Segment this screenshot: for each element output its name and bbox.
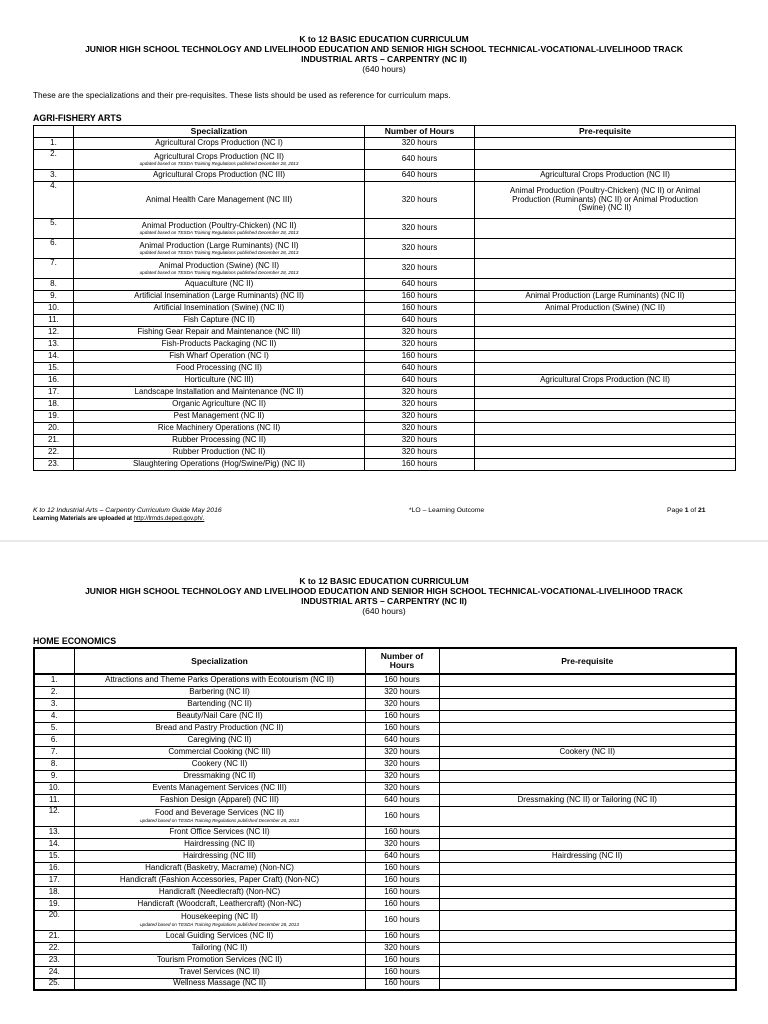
prerequisite-cell: [439, 910, 736, 930]
hours-cell: 160 hours: [365, 862, 439, 874]
specialization-cell: Bread and Pastry Production (NC II): [74, 722, 365, 734]
prerequisite-cell: [475, 459, 736, 471]
table-row: [34, 279, 736, 291]
prerequisite-cell: Agricultural Crops Production (NC II): [475, 170, 736, 182]
hours-cell: 320 hours: [365, 698, 439, 710]
hours-cell: 160 hours: [365, 930, 439, 942]
row-number: 14.: [34, 838, 74, 850]
row-number: 9.: [34, 291, 74, 303]
agri-table: [33, 125, 736, 471]
table-row: [34, 363, 736, 375]
row-number: 2.: [34, 686, 74, 698]
header-line-1: K to 12 BASIC EDUCATION CURRICULUM: [299, 34, 469, 44]
hours-cell: 320 hours: [365, 399, 475, 411]
hours-cell: 320 hours: [365, 435, 475, 447]
header-line-3: INDUSTRIAL ARTS – CARPENTRY (NC II): [301, 596, 467, 606]
hours-cell: 320 hours: [365, 411, 475, 423]
row-number: 8.: [34, 758, 74, 770]
prerequisite-cell: [475, 279, 736, 291]
hours-cell: 160 hours: [365, 806, 439, 826]
specialization-name: Animal Production (Large Ruminants) (NC II): [139, 240, 299, 250]
hours-cell: 320 hours: [365, 686, 439, 698]
hours-cell: 160 hours: [365, 874, 439, 886]
specialization-name: Animal Production (Swine) (NC II): [158, 260, 280, 270]
row-number: 18.: [34, 399, 74, 411]
hours-cell: 640 hours: [365, 170, 475, 182]
specialization-name: Food and Beverage Services (NC II): [155, 808, 284, 818]
column-header-hours: Number of Hours: [365, 126, 475, 138]
specialization-cell: Handicraft (Woodcraft, Leathercraft) (Non-NC): [74, 898, 365, 910]
prerequisite-cell: [439, 886, 736, 898]
row-number: 24.: [34, 966, 74, 978]
column-header-prereq: Pre-requisite: [475, 126, 736, 138]
specialization-cell: Dressmaking (NC II): [74, 770, 365, 782]
table-row: [34, 942, 736, 954]
prerequisite-cell: [439, 930, 736, 942]
table-header-row: [34, 126, 736, 138]
row-number: 7.: [34, 259, 74, 279]
prerequisite-cell: [439, 806, 736, 826]
prerequisite-cell: [439, 770, 736, 782]
prerequisite-cell: [439, 710, 736, 722]
footer-left: [33, 506, 222, 524]
prerequisite-cell: [475, 387, 736, 399]
hours-cell: 320 hours: [365, 782, 439, 794]
hours-cell: 320 hours: [365, 138, 475, 150]
table-row: [34, 838, 736, 850]
prerequisite-cell: [439, 966, 736, 978]
specialization-name: Housekeeping (NC II): [181, 912, 258, 922]
table-row: [34, 219, 736, 239]
row-number: 10.: [34, 303, 74, 315]
prerequisite-cell: Cookery (NC II): [439, 746, 736, 758]
prerequisite-cell: [475, 423, 736, 435]
table-row: [34, 782, 736, 794]
row-number: 11.: [34, 315, 74, 327]
hours-cell: 160 hours: [365, 710, 439, 722]
document-header: [0, 34, 768, 74]
specialization-cell: Rubber Processing (NC II): [74, 435, 365, 447]
table-row: [34, 898, 736, 910]
prerequisite-cell: [475, 399, 736, 411]
specialization-cell: Handicraft (Fashion Accessories, Paper Craft) (Non-NC): [74, 874, 365, 886]
specialization-cell: Slaughtering Operations (Hog/Swine/Pig) (NC II): [74, 459, 365, 471]
prerequisite-cell: [475, 447, 736, 459]
specialization-cell: Artificial Insemination (Large Ruminants) (NC II): [74, 291, 365, 303]
specialization-cell: Rubber Production (NC II): [74, 447, 365, 459]
table-row: [34, 698, 736, 710]
column-header-spec: Specialization: [74, 648, 365, 674]
specialization-cell: Handicraft (Needlecraft) (Non-NC): [74, 886, 365, 898]
specialization-cell: Hairdressing (NC III): [74, 850, 365, 862]
tesda-update-note: updated based on TESDA Training Regulations published December 28, 2013: [140, 921, 299, 927]
specialization-cell: Fish Capture (NC II): [74, 315, 365, 327]
specialization-cell: Events Management Services (NC III): [74, 782, 365, 794]
specialization-cell: Front Office Services (NC II): [74, 826, 365, 838]
row-number: 9.: [34, 770, 74, 782]
table-row: [34, 794, 736, 806]
hours-cell: 320 hours: [365, 746, 439, 758]
specialization-cell: Bartending (NC II): [74, 698, 365, 710]
row-number: 21.: [34, 435, 74, 447]
prerequisite-cell: Animal Production (Large Ruminants) (NC II): [475, 291, 736, 303]
row-number: 6.: [34, 239, 74, 259]
table-row: [34, 423, 736, 435]
prerequisite-cell: Hairdressing (NC II): [439, 850, 736, 862]
hours-cell: 160 hours: [365, 291, 475, 303]
table-row: [34, 734, 736, 746]
row-number: 3.: [34, 698, 74, 710]
row-number: 7.: [34, 746, 74, 758]
prerequisite-cell: [439, 826, 736, 838]
specialization-cell: [74, 910, 365, 930]
specialization-cell: Animal Health Care Management (NC III): [74, 182, 365, 219]
prerequisite-cell: [439, 722, 736, 734]
tesda-update-note: updated based on TESDA Training Regulations published December 28, 2013: [140, 817, 299, 823]
table-row: [34, 874, 736, 886]
specialization-cell: Pest Management (NC II): [74, 411, 365, 423]
row-number: 6.: [34, 734, 74, 746]
hours-cell: 160 hours: [365, 898, 439, 910]
hours-cell: 160 hours: [365, 954, 439, 966]
table-row: [34, 710, 736, 722]
specialization-cell: Fishing Gear Repair and Maintenance (NC III): [74, 327, 365, 339]
table-row: [34, 978, 736, 990]
table-row: [34, 150, 736, 170]
row-number: 8.: [34, 279, 74, 291]
table-row: [34, 435, 736, 447]
prerequisite-cell: [439, 862, 736, 874]
hours-cell: 320 hours: [365, 339, 475, 351]
prerequisite-cell: [475, 138, 736, 150]
specialization-cell: Travel Services (NC II): [74, 966, 365, 978]
row-number: 4.: [34, 710, 74, 722]
table-row: [34, 259, 736, 279]
specialization-cell: Handicraft (Basketry, Macrame) (Non-NC): [74, 862, 365, 874]
specialization-cell: Wellness Massage (NC II): [74, 978, 365, 990]
hours-cell: 320 hours: [365, 219, 475, 239]
hours-cell: 320 hours: [365, 770, 439, 782]
tesda-update-note: updated based on TESDA Training Regulations published December 28, 2013: [139, 270, 299, 276]
specialization-cell: Agricultural Crops Production (NC III): [74, 170, 365, 182]
prerequisite-cell: [475, 339, 736, 351]
prerequisite-cell: [439, 874, 736, 886]
tesda-update-note: updated based on TESDA Training Regulations published December 28, 2013: [139, 230, 299, 236]
hours-cell: 320 hours: [365, 838, 439, 850]
specialization-cell: Tourism Promotion Services (NC II): [74, 954, 365, 966]
hours-cell: 160 hours: [365, 886, 439, 898]
prerequisite-cell: [475, 239, 736, 259]
specialization-cell: Organic Agriculture (NC II): [74, 399, 365, 411]
specialization-cell: Fish-Products Packaging (NC II): [74, 339, 365, 351]
prerequisite-cell: [439, 954, 736, 966]
prerequisite-cell: [475, 315, 736, 327]
header-line-2: JUNIOR HIGH SCHOOL TECHNOLOGY AND LIVELIHOOD EDUCATION AND SENIOR HIGH SCHOOL TECHNICAL-VOCATIONAL-LIVELIHOOD TRACK: [85, 44, 683, 54]
table-row: [34, 447, 736, 459]
specialization-cell: Attractions and Theme Parks Operations with Ecotourism (NC II): [74, 674, 365, 686]
hours-cell: 160 hours: [365, 966, 439, 978]
row-number: 14.: [34, 351, 74, 363]
column-header-hours: Number of Hours: [365, 648, 439, 674]
lrmds-link[interactable]: http://lrmds.deped.gov.ph/.: [133, 516, 205, 522]
prerequisite-cell: [439, 758, 736, 770]
row-number: 15.: [34, 363, 74, 375]
hours-cell: 640 hours: [365, 375, 475, 387]
prerequisite-cell: [475, 363, 736, 375]
row-number: 22.: [34, 447, 74, 459]
table-row: [34, 411, 736, 423]
row-number: 15.: [34, 850, 74, 862]
row-number: 20.: [34, 423, 74, 435]
column-header-number: [34, 648, 74, 674]
column-header-prereq: Pre-requisite: [439, 648, 736, 674]
tesda-update-note: updated based on TESDA Training Regulations published December 28, 2013: [139, 250, 299, 256]
row-number: 5.: [34, 219, 74, 239]
hours-cell: 640 hours: [365, 734, 439, 746]
prerequisite-cell: [439, 782, 736, 794]
specialization-cell: [74, 219, 365, 239]
hours-cell: 160 hours: [365, 722, 439, 734]
row-number: 19.: [34, 898, 74, 910]
specialization-cell: Aquaculture (NC II): [74, 279, 365, 291]
hours-cell: 160 hours: [365, 826, 439, 838]
table-row: [34, 746, 736, 758]
hours-cell: 640 hours: [365, 150, 475, 170]
hours-cell: 320 hours: [365, 327, 475, 339]
prerequisite-cell: [439, 838, 736, 850]
header-line-4: (640 hours): [362, 64, 406, 74]
column-header-number: [34, 126, 74, 138]
table-row: [34, 351, 736, 363]
hours-cell: 160 hours: [365, 303, 475, 315]
row-number: 12.: [34, 806, 74, 826]
table-row: [34, 886, 736, 898]
row-number: 17.: [34, 387, 74, 399]
hours-cell: 320 hours: [365, 259, 475, 279]
hours-cell: 640 hours: [365, 850, 439, 862]
tesda-update-note: updated based on TESDA Training Regulations published December 28, 2013: [139, 161, 299, 167]
row-number: 25.: [34, 978, 74, 990]
row-number: 16.: [34, 862, 74, 874]
header-line-3: INDUSTRIAL ARTS – CARPENTRY (NC II): [301, 54, 467, 64]
row-number: 10.: [34, 782, 74, 794]
table-row: [34, 806, 736, 826]
table-row: [34, 170, 736, 182]
table-row: [34, 239, 736, 259]
specialization-cell: Horticulture (NC III): [74, 375, 365, 387]
hours-cell: 640 hours: [365, 363, 475, 375]
table-row: [34, 291, 736, 303]
specialization-name: Agricultural Crops Production (NC II): [154, 151, 284, 161]
table-row: [34, 686, 736, 698]
specialization-cell: Fashion Design (Apparel) (NC III): [74, 794, 365, 806]
row-number: 11.: [34, 794, 74, 806]
specialization-cell: Commercial Cooking (NC III): [74, 746, 365, 758]
row-number: 1.: [34, 674, 74, 686]
table-row: [34, 722, 736, 734]
row-number: 3.: [34, 170, 74, 182]
specialization-cell: Fish Wharf Operation (NC I): [74, 351, 365, 363]
specialization-cell: Local Guiding Services (NC II): [74, 930, 365, 942]
header-line-4: (640 hours): [362, 606, 406, 616]
row-number: 18.: [34, 886, 74, 898]
prerequisite-cell: [475, 259, 736, 279]
column-header-spec: Specialization: [74, 126, 365, 138]
specialization-cell: Barbering (NC II): [74, 686, 365, 698]
section-title-home-ec: HOME ECONOMICS: [33, 636, 117, 646]
prerequisite-cell: [475, 411, 736, 423]
prerequisite-cell: [475, 219, 736, 239]
prerequisite-cell: Dressmaking (NC II) or Tailoring (NC II): [439, 794, 736, 806]
row-number: 16.: [34, 375, 74, 387]
specialization-cell: Hairdressing (NC II): [74, 838, 365, 850]
specialization-cell: [74, 806, 365, 826]
page-2: [0, 542, 768, 1024]
hours-cell: 320 hours: [365, 447, 475, 459]
row-number: 12.: [34, 327, 74, 339]
row-number: 4.: [34, 182, 74, 219]
table-row: [34, 862, 736, 874]
hours-cell: 320 hours: [365, 387, 475, 399]
specialization-cell: [74, 239, 365, 259]
row-number: 13.: [34, 339, 74, 351]
prerequisite-cell: Agricultural Crops Production (NC II): [475, 375, 736, 387]
hours-cell: 320 hours: [365, 239, 475, 259]
table-row: [34, 339, 736, 351]
table-row: [34, 327, 736, 339]
hours-cell: 640 hours: [365, 315, 475, 327]
prerequisite-cell: [439, 698, 736, 710]
row-number: 1.: [34, 138, 74, 150]
row-number: 5.: [34, 722, 74, 734]
specialization-cell: Beauty/Nail Care (NC II): [74, 710, 365, 722]
page-number: Page 1 of 21: [667, 507, 706, 514]
specialization-cell: Tailoring (NC II): [74, 942, 365, 954]
prerequisite-cell: [439, 686, 736, 698]
row-number: 20.: [34, 910, 74, 930]
hours-cell: 160 hours: [365, 351, 475, 363]
row-number: 23.: [34, 459, 74, 471]
row-number: 22.: [34, 942, 74, 954]
prerequisite-cell: [475, 327, 736, 339]
footer-guide-title: K to 12 Industrial Arts – Carpentry Curriculum Guide May 2016: [33, 507, 222, 514]
table-row: [34, 930, 736, 942]
table-row: [34, 399, 736, 411]
prerequisite-cell: [439, 674, 736, 686]
table-row: [34, 315, 736, 327]
table-row: [34, 770, 736, 782]
row-number: 13.: [34, 826, 74, 838]
hours-cell: 160 hours: [365, 978, 439, 990]
hours-cell: 160 hours: [365, 674, 439, 686]
table-row: [34, 303, 736, 315]
hours-cell: 160 hours: [365, 910, 439, 930]
row-number: 21.: [34, 930, 74, 942]
hours-cell: 640 hours: [365, 279, 475, 291]
table-header-row: [34, 648, 736, 674]
row-number: 23.: [34, 954, 74, 966]
table-row: [34, 966, 736, 978]
prerequisite-cell: [439, 734, 736, 746]
specialization-cell: Food Processing (NC II): [74, 363, 365, 375]
prerequisite-cell: [475, 150, 736, 170]
hours-cell: 320 hours: [365, 942, 439, 954]
row-number: 19.: [34, 411, 74, 423]
document-header-2: [0, 576, 768, 616]
table-row: [34, 182, 736, 219]
header-line-1: K to 12 BASIC EDUCATION CURRICULUM: [299, 576, 469, 586]
hours-cell: 160 hours: [365, 459, 475, 471]
prerequisite-cell: [439, 898, 736, 910]
row-number: 17.: [34, 874, 74, 886]
table-row: [34, 826, 736, 838]
table-row: [34, 674, 736, 686]
prerequisite-cell: [475, 435, 736, 447]
specialization-name: Animal Production (Poultry-Chicken) (NC II): [141, 220, 297, 230]
table-row: [34, 138, 736, 150]
intro-text: These are the specializations and their pre-requisites. These lists should be used as reference for curriculum maps.: [33, 91, 451, 100]
prerequisite-cell: [439, 978, 736, 990]
specialization-cell: Artificial Insemination (Swine) (NC II): [74, 303, 365, 315]
specialization-cell: Agricultural Crops Production (NC I): [74, 138, 365, 150]
footer-lo-note: *LO – Learning Outcome: [409, 507, 485, 514]
specialization-cell: [74, 150, 365, 170]
specialization-cell: Caregiving (NC II): [74, 734, 365, 746]
hours-cell: 320 hours: [365, 182, 475, 219]
hours-cell: 320 hours: [365, 423, 475, 435]
table-row: [34, 375, 736, 387]
table-row: [34, 459, 736, 471]
prerequisite-cell: [475, 351, 736, 363]
hours-cell: 320 hours: [365, 758, 439, 770]
prerequisite-cell: Animal Production (Swine) (NC II): [475, 303, 736, 315]
table-row: [34, 954, 736, 966]
header-line-2: JUNIOR HIGH SCHOOL TECHNOLOGY AND LIVELIHOOD EDUCATION AND SENIOR HIGH SCHOOL TECHNICAL-VOCATIONAL-LIVELIHOOD TRACK: [85, 586, 683, 596]
table-row: [34, 910, 736, 930]
footer-upload-note: Learning Materials are uploaded at http://lrmds.deped.gov.ph/.: [33, 516, 205, 522]
specialization-cell: [74, 259, 365, 279]
table-row: [34, 758, 736, 770]
table-row: [34, 850, 736, 862]
prerequisite-cell: [439, 942, 736, 954]
specialization-cell: Rice Machinery Operations (NC II): [74, 423, 365, 435]
table-row: [34, 387, 736, 399]
specialization-cell: Landscape Installation and Maintenance (NC II): [74, 387, 365, 399]
specialization-cell: Cookery (NC II): [74, 758, 365, 770]
section-title-agri: AGRI-FISHERY ARTS: [33, 113, 122, 123]
hours-cell: 640 hours: [365, 794, 439, 806]
home-ec-table: [33, 647, 737, 991]
prerequisite-cell: Animal Production (Poultry-Chicken) (NC II) or Animal Production (Ruminants) (NC II) or Animal Production (Swine) (NC II): [475, 182, 736, 219]
row-number: 2.: [34, 150, 74, 170]
